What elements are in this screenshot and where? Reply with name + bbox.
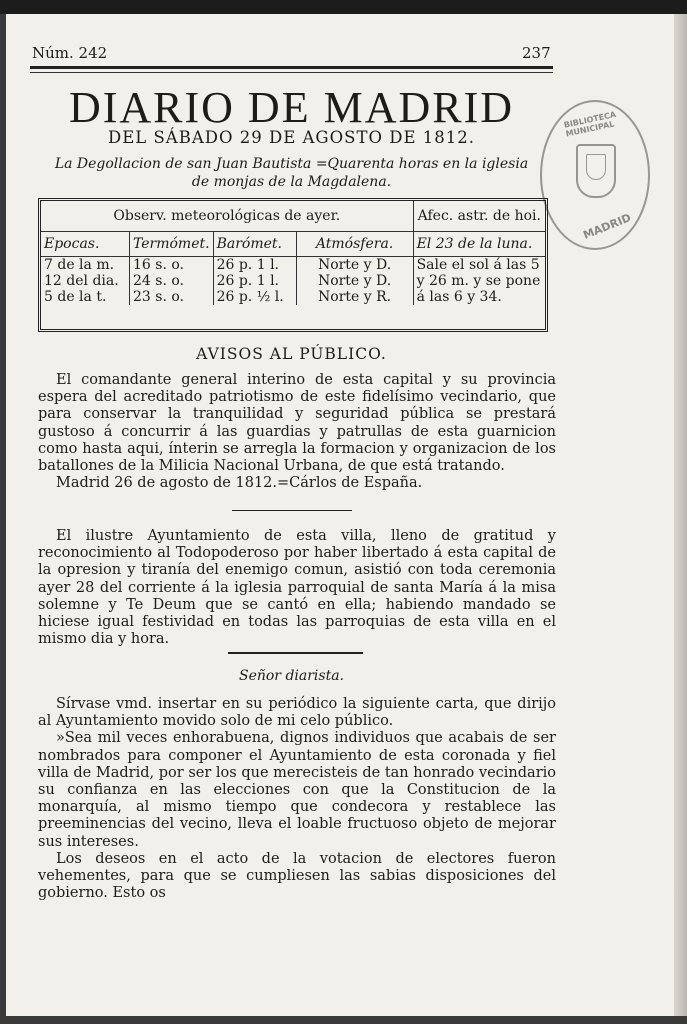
- cell-baro: 26 p. ½ l.: [213, 289, 296, 305]
- letter-body: [38, 696, 556, 902]
- cell-atmos: Norte y D.: [296, 257, 413, 274]
- letter-para-1: Sírvase vmd. insertar en su periódico la siguiente carta, que dirijo al Ayuntamiento movido solo de mi celo público.: [38, 696, 556, 730]
- top-rule-thin: [30, 72, 553, 73]
- aviso-commander: [38, 372, 556, 492]
- aviso-ayuntamiento-text: El ilustre Ayuntamiento de esta villa, lleno de gratitud y reconocimiento al Todopoderoso por haber libertado á esta capital de la opresion y tiranía del enemigo comun, asistió con toda ceremonia ayer 28 del corriente á la iglesia parroquial de santa María á la misa solemne y Te Deum que se cantó en ella; habiendo mandado se hiciese igual festividad en todas las parroquias de esta villa en el mismo dia y hora.: [38, 528, 556, 648]
- stamp-text-bottom: MADRID: [581, 211, 633, 242]
- weather-title: Observ. meteorológicas de ayer.: [41, 201, 413, 232]
- letter-para-3: Los deseos en el acto de la votacion de electores fueron vehementes, para que se cumpliesen las sabias disposiciones del gobierno. Esto os: [38, 850, 556, 902]
- section-title-avisos: AVISOS AL PÚBLICO.: [196, 345, 387, 363]
- letter-salutation: Señor diarista.: [238, 668, 345, 684]
- issue-number: Núm. 242: [32, 44, 108, 62]
- col-epocas: Epocas.: [41, 232, 130, 257]
- cell-astr: y 26 m. y se pone: [416, 273, 541, 289]
- cell-astr: á las 6 y 34.: [416, 289, 502, 305]
- cell-termo: 24 s. o.: [130, 273, 214, 289]
- saints-of-the-day: [30, 155, 553, 191]
- cell-baro: 26 p. 1 l.: [213, 257, 296, 274]
- cell-termo: 16 s. o.: [130, 257, 214, 274]
- col-atmosfera: Atmósfera.: [296, 232, 413, 257]
- cell-atmos: Norte y R.: [296, 289, 413, 305]
- scan-top-border: [0, 0, 687, 14]
- cell-epoca: 5 de la t.: [41, 289, 130, 305]
- table-row: [41, 273, 545, 289]
- cell-baro: 26 p. 1 l.: [213, 273, 296, 289]
- saints-line-2: de monjas de la Magdalena.: [191, 174, 392, 190]
- coat-of-arms-icon: [576, 144, 616, 198]
- aviso-ayuntamiento: [38, 528, 556, 648]
- table-row: [41, 289, 545, 305]
- table-row: [41, 257, 545, 274]
- aviso-commander-text: El comandante general interino de esta capital y su provincia espera del acreditado patriotismo de este fidelísimo vecindario, que para conservar la tranquilidad y seguridad pública se prestará gustoso á concurrir á las guardias y patrullas de esta guarnicion como hasta aqui, ínterin se arregla la formacion y organizacion de los batallones de la Milicia Nacional Urbana, de que está tratando.: [38, 372, 556, 475]
- aviso-signature: Madrid 26 de agosto de 1812.=Cárlos de España.: [56, 475, 423, 492]
- letter-para-2: »Sea mil veces enhorabuena, dignos individuos que acabais de ser nombrados para componer el Ayuntamiento de esta coronada y fiel villa de Madrid, por ser los que merecisteis de tan honrado vecindario su confianza en las elecciones con que la Constitucion de la monarquía, al mismo tiempo que condecora y restablece las preeminencias del vecino, lleva el loable fructuoso objeto de mejorar sus intereses.: [38, 730, 556, 850]
- page-number: 237: [522, 44, 551, 62]
- saints-line-1: La Degollacion de san Juan Bautista =Quarenta horas en la iglesia: [54, 156, 529, 172]
- col-barometro: Barómet.: [213, 232, 296, 257]
- col-luna: El 23 de la luna.: [413, 232, 545, 257]
- weather-observations-table: [38, 198, 548, 332]
- cell-atmos: Norte y D.: [296, 273, 413, 289]
- cell-astr: Sale el sol á las 5: [416, 257, 540, 273]
- cell-epoca: 12 del dia.: [41, 273, 130, 289]
- separator-rule: [232, 510, 352, 511]
- col-termometro: Termómet.: [130, 232, 214, 257]
- cell-epoca: 7 de la m.: [41, 257, 130, 274]
- cell-termo: 23 s. o.: [130, 289, 214, 305]
- astro-title: Afec. astr. de hoi.: [413, 201, 545, 232]
- page-edge: [674, 14, 687, 1016]
- library-stamp: [540, 100, 650, 250]
- top-rule: [30, 66, 553, 69]
- dateline: DEL SÁBADO 29 DE AGOSTO DE 1812.: [108, 128, 475, 147]
- separator-rule-2: [228, 652, 363, 654]
- masthead-title: DIARIO DE MADRID: [68, 83, 515, 132]
- stamp-text-top: BIBLIOTECA MUNICIPAL: [563, 109, 617, 139]
